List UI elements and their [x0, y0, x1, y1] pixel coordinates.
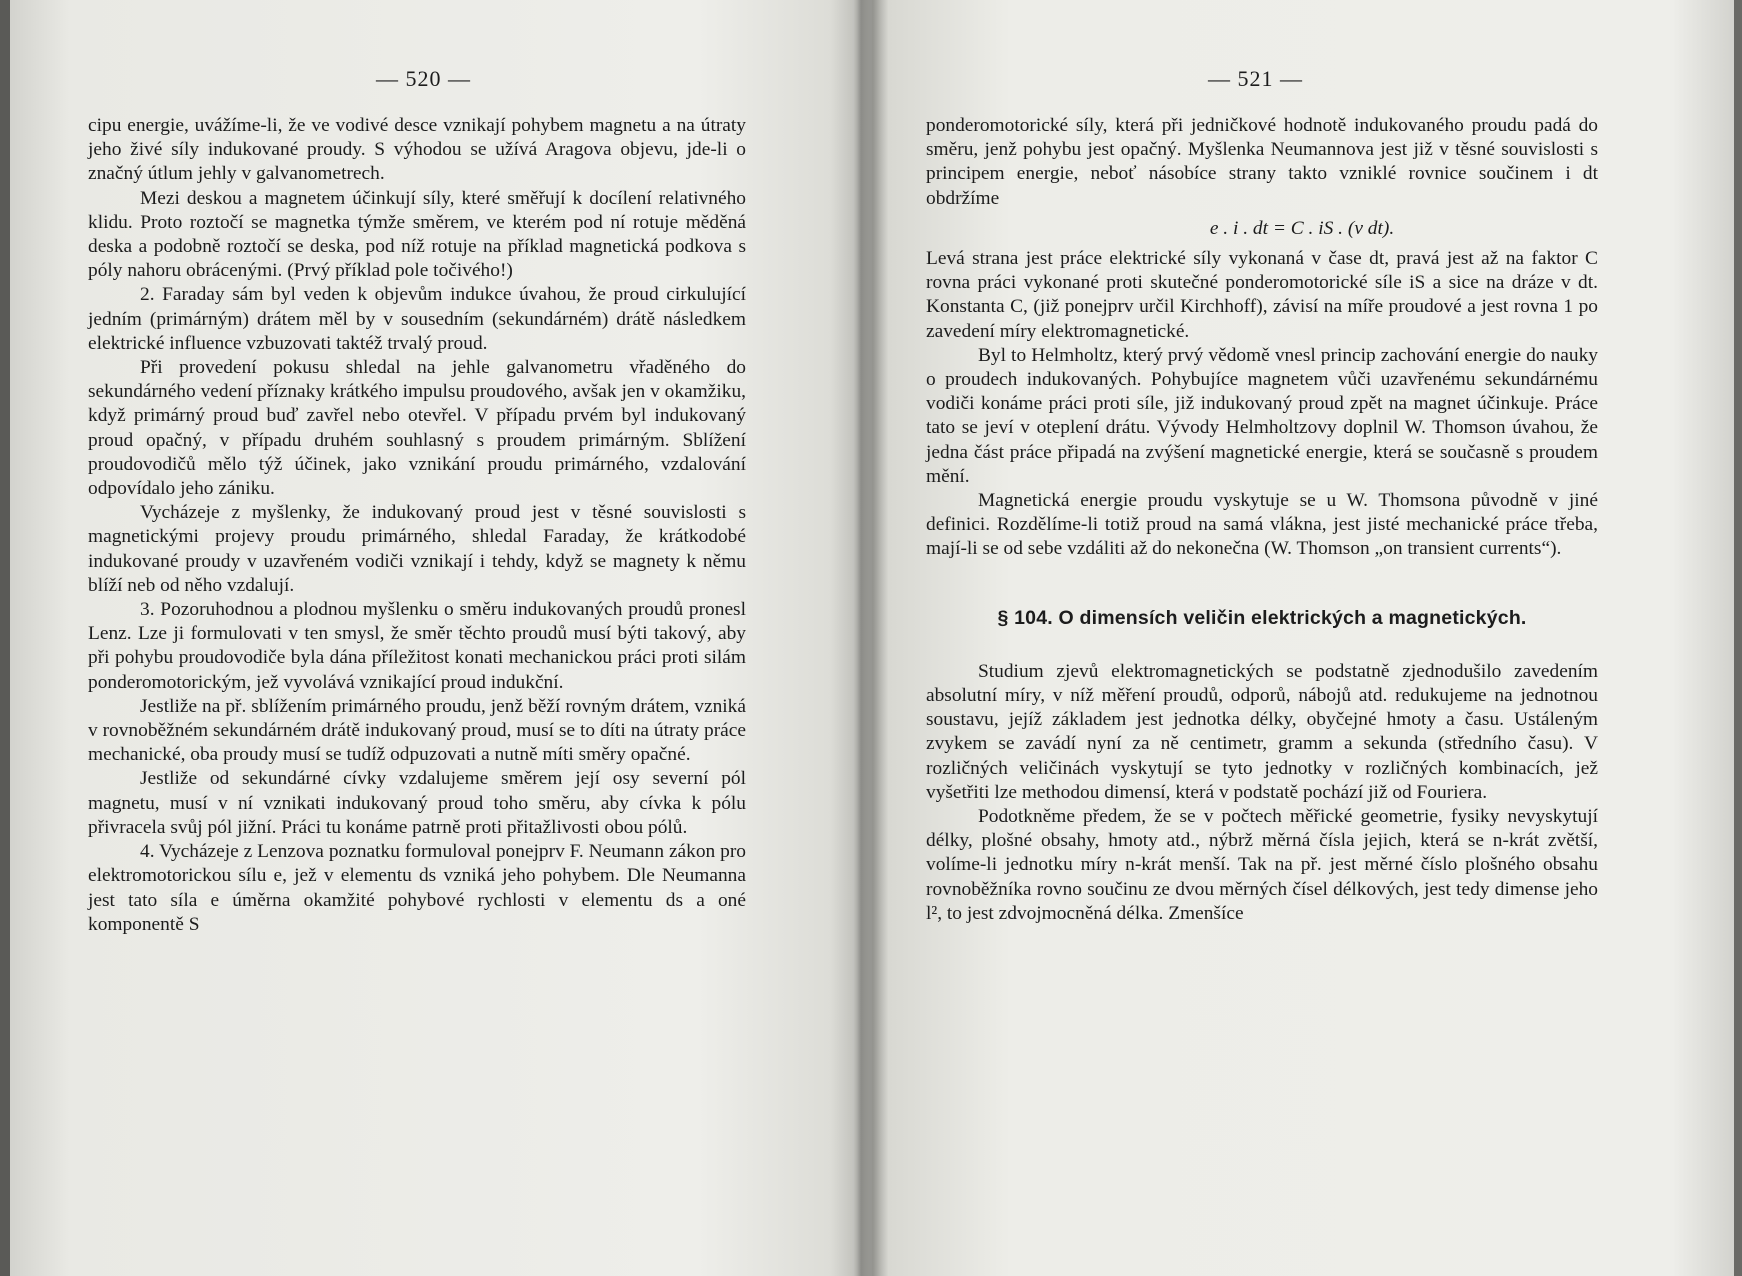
paragraph: Studium zjevů elektromagnetických se podstatně zjednodušilo zavedením absolutní míry, v níž měření proudů, odporů, nábojů atd. redukujeme na jednotnou soustavu, jejíž základem jest jednotka délky, obyčejné hmoty a času. Ustáleným zvykem se zavádí nyní za ně centimetr, gramm a sekunda (středního času). V rozličných veličinách vyskytují se tyto jednotky v rozličných kombinacích, jež vyšetřiti lze methodou dimensí, která v podstatě pochází již od Fouriera. [926, 660, 1598, 803]
paragraph: Podotkněme předem, že se v počtech měřické geometrie, fysiky nevyskytují délky, plošné obsahy, hmoty atd., nýbrž měrná čísla jejich, která se n-krát zvětší, volíme-li jednotku míry n-krát menší. Tak na př. jest měrné číslo plošného obsahu rovnoběžníka rovno součinu ze dvou měrných čísel délkových, jest tedy dimense jeho l², to jest zdvojmocněná délka. Zmenšíce [926, 806, 1598, 924]
section-heading: § 104. O dimensích veličin elektrických a magnetických. [997, 606, 1527, 629]
right-page-number: — 521 — [1208, 66, 1303, 91]
paragraph: cipu energie, uvážíme-li, že ve vodivé desce vznikají pohybem magnetu a na útraty jeho živé síly indukované proudy. S výhodou se užívá Aragova objevu, jde-li o značný útlum jehly v galvanometrech. [88, 115, 746, 185]
paragraph: Byl to Helmholtz, který prvý vědomě vnesl princip zachování energie do nauky o proudech indukovaných. Pohybujíce magnetem vůči uzavřenému sekundárnému vodiči konáme práci proti síle, již indukovaný proud zpět na magnet účinkuje. Práce tato se jeví v oteplení drátu. Vývody Helmholtzovy doplnil W. Thomson úvahou, že jedna část práce připadá na zvýšení magnetické energie, která se současně s proudem mění. [926, 344, 1598, 487]
paragraph: Při provedení pokusu shledal na jehle galvanometru vřaděného do sekundárného vedení příznaky krátkého impulsu proudového, avšak jen v okamžiku, když primárný proud buď zavřel nebo otevřel. V případu prvém byl indukovaný proud opačný, v případu druhém souhlasný s proudem primárným. Sblížení proudovodičů mělo týž účinek, jako vznikání proudu primárného, vzdalování odpovídalo jeho zániku. [88, 357, 746, 500]
paragraph: 2. Faraday sám byl veden k objevům indukce úvahou, že proud cirkulující jedním (primárným) drátem měl by v sousedním (sekundárném) drátě následkem elektrické influence vzbuzovati taktéž trvalý proud. [88, 284, 746, 354]
paragraph: 4. Vycházeje z Lenzova poznatku formuloval ponejprv F. Neumann zákon pro elektromotorickou sílu e, jež v elementu ds vzniká jeho pohybem. Dle Neumanna jest tato síla e úměrna okamžité pohybové rychlosti v elementu ds a oné komponentě S [88, 841, 746, 935]
right-page-text [926, 114, 1598, 926]
formula: e . i . dt = C . iS . (v dt). [1209, 217, 1395, 239]
paragraph: ponderomotorické síly, která při jedničkové hodnotě indukovaného proudu padá do směru, jenž pohybu jest opačný. Myšlenka Neumannova jest již v těsné souvislosti s principem energie, neboť násobíce strany takto vzniklé rovnice součinem i dt obdržíme [926, 115, 1598, 209]
left-page [0, 0, 850, 1276]
left-page-number: — 520 — [376, 66, 471, 91]
left-page-text [88, 114, 746, 937]
right-page [880, 0, 1742, 1276]
paragraph: Levá strana jest práce elektrické síly vykonaná v čase dt, pravá jest až na faktor C rovna práci vykonané proti skutečné ponderomotorické síle iS a sice na dráze v dt. Konstanta C, (již ponejprv určil Kirchhoff), závisí na míře proudové a jest rovna 1 po zavedení míry elektromagnetické. [926, 248, 1598, 342]
paragraph: Magnetická energie proudu vyskytuje se u W. Thomsona původně v jiné definici. Rozdělíme-li totiž proud na samá vlákna, jest jisté mechanické práce třeba, mají-li se od sebe vzdáliti až do nekonečna (W. Thomson „on transient currents“). [926, 490, 1598, 560]
paragraph: 3. Pozoruhodnou a plodnou myšlenku o směru indukovaných proudů pronesl Lenz. Lze ji formulovati v ten smysl, že směr těchto proudů musí býti takový, aby při pohybu proudovodiče byla dána příležitost konati mechanickou práci proti silám ponderomotorickým, jež vyvolává vznikající proud indukční. [88, 599, 746, 693]
paragraph: Jestliže od sekundárné cívky vzdalujeme směrem její osy severní pól magnetu, musí v ní vznikati indukovaný proud toho směru, aby cívka k pólu přivracela svůj pól jižní. Práci tu konáme patrně proti přitažlivosti obou pólů. [88, 768, 746, 838]
paragraph: Mezi deskou a magnetem účinkují síly, které směřují k docílení relativného klidu. Proto roztočí se magnetka týmže směrem, ve kterém pod ní rotuje měděná deska a podobně roztočí se deska, pod níž rotuje na příklad magnetická podkova s póly nahoru obrácenými. (Prvý příklad pole točivého!) [88, 187, 746, 282]
paragraph: Vycházeje z myšlenky, že indukovaný proud jest v těsné souvislosti s magnetickými projevy proudu primárného, shledal Faraday, že krátkodobé indukované proudy v uzavřeném vodiči vznikají i tehdy, když se magnety k němu blíží neb od něho vzdalují. [88, 502, 746, 596]
paragraph: Jestliže na př. sblížením primárného proudu, jenž běží rovným drátem, vzniká v rovnoběžném sekundárném drátě indukovaný proud, musí se to díti na útraty práce mechanické, oba proudy musí se tudíž odpuzovati a nutně míti směry opačné. [88, 695, 746, 766]
